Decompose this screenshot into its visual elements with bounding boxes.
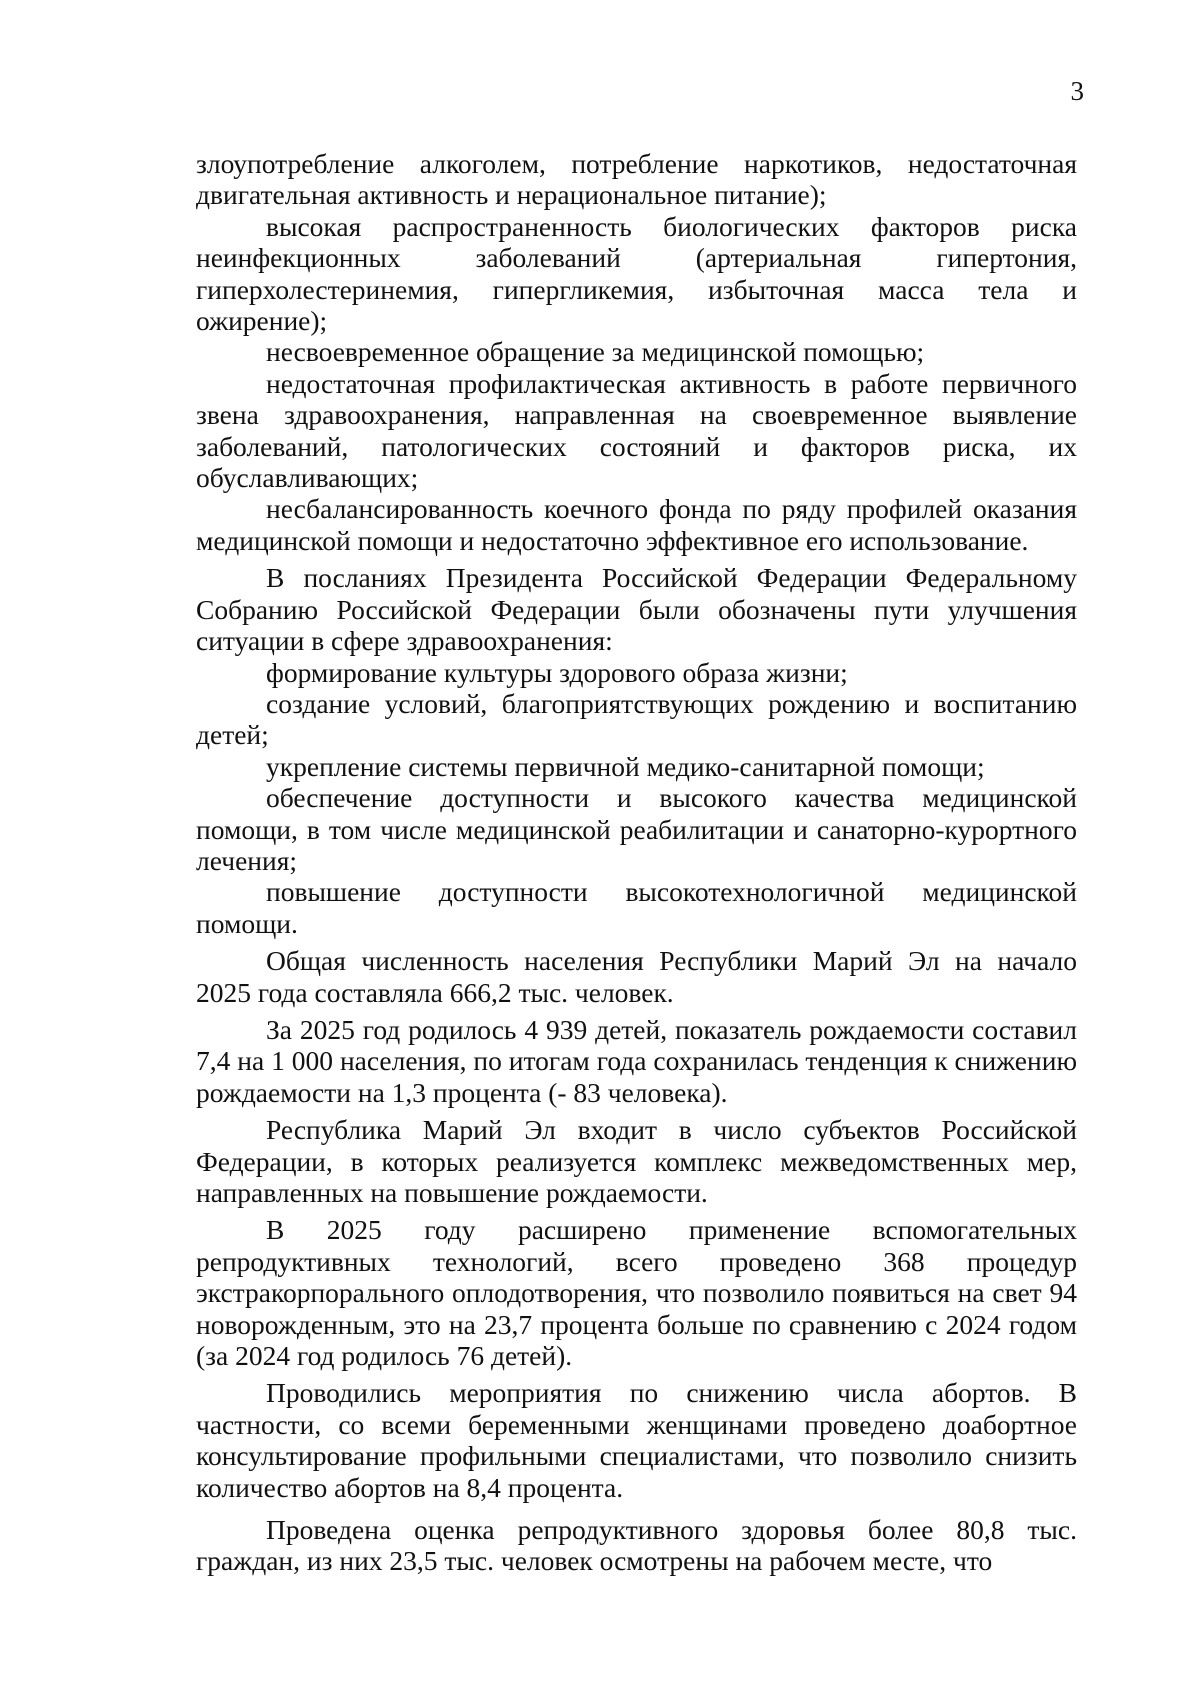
paragraph: создание условий, благоприятствующих рождению и воспитанию детей; — [196, 687, 1077, 751]
paragraph: несвоевременное обращение за медицинской помощью; — [266, 336, 925, 368]
page-number: 3 — [1070, 76, 1084, 106]
paragraph: Проведена оценка репродуктивного здоровья более 80,8 тыс. граждан, из них 23,5 тыс. человек осмотрены на рабочем месте, что — [196, 1514, 1077, 1577]
paragraph: недостаточная профилактическая активность в работе первичного звена здравоохранения, направленная на своевременное выявление заболеваний, патологических состояний и факторов риска, их обуславливающих; — [196, 367, 1077, 494]
paragraph: высокая распространенность биологических факторов риска неинфекционных заболеваний (артериальная гипертония, гиперхолестеринемия, гипергликемия, избыточная масса тела и ожирение); — [196, 210, 1077, 337]
paragraph: укрепление системы первичной медико-санитарной помощи; — [266, 750, 985, 782]
paragraph: В посланиях Президента Российской Федерации Федеральному Собранию Российской Федерации были обозначены пути улучшения ситуации в сфере здравоохранения: — [196, 562, 1077, 657]
paragraph: несбалансированность коечного фонда по ряду профилей оказания медицинской помощи и недостаточно эффективное его использование. — [196, 493, 1077, 556]
paragraph: обеспечение доступности и высокого качества медицинской помощи, в том числе медицинской реабилитации и санаторно-курортного лечения; — [196, 782, 1077, 876]
paragraph: повышение доступности высокотехнологичной медицинской помощи. — [196, 876, 1077, 939]
paragraph: Проводились мероприятия по снижению числа абортов. В частности, со всеми беременными женщинами проведено доабортное консультирование профильными специалистами, что позволило снизить количество абортов на 8,4 процента. — [196, 1377, 1077, 1503]
paragraph: В 2025 году расширено применение вспомогательных репродуктивных технологий, всего проведено 368 процедур экстракорпорального оплодотворения, что позволило появиться на свет 94 новорожденным, это на 23,7 процента больше по сравнению с 2024 годом (за 2024 год родилось 76 детей). — [196, 1214, 1077, 1372]
document-body — [196, 148, 1077, 1577]
paragraph: За 2025 год родилось 4 939 детей, показатель рождаемости составил 7,4 на 1 000 населения, по итогам года сохранилась тенденция к снижению рождаемости на 1,3 процента (- 83 человека). — [196, 1013, 1077, 1108]
paragraph: формирование культуры здорового образа жизни; — [266, 656, 848, 688]
paragraph: Общая численность населения Республики Марий Эл на начало 2025 года составляла 666,2 тыс. человек. — [196, 945, 1077, 1008]
paragraph: злоупотребление алкоголем, потребление наркотиков, недостаточная двигательная активность и нерациональное питание); — [196, 148, 1077, 211]
paragraph: Республика Марий Эл входит в число субъектов Российской Федерации, в которых реализуется комплекс межведомственных мер, направленных на повышение рождаемости. — [196, 1114, 1077, 1208]
